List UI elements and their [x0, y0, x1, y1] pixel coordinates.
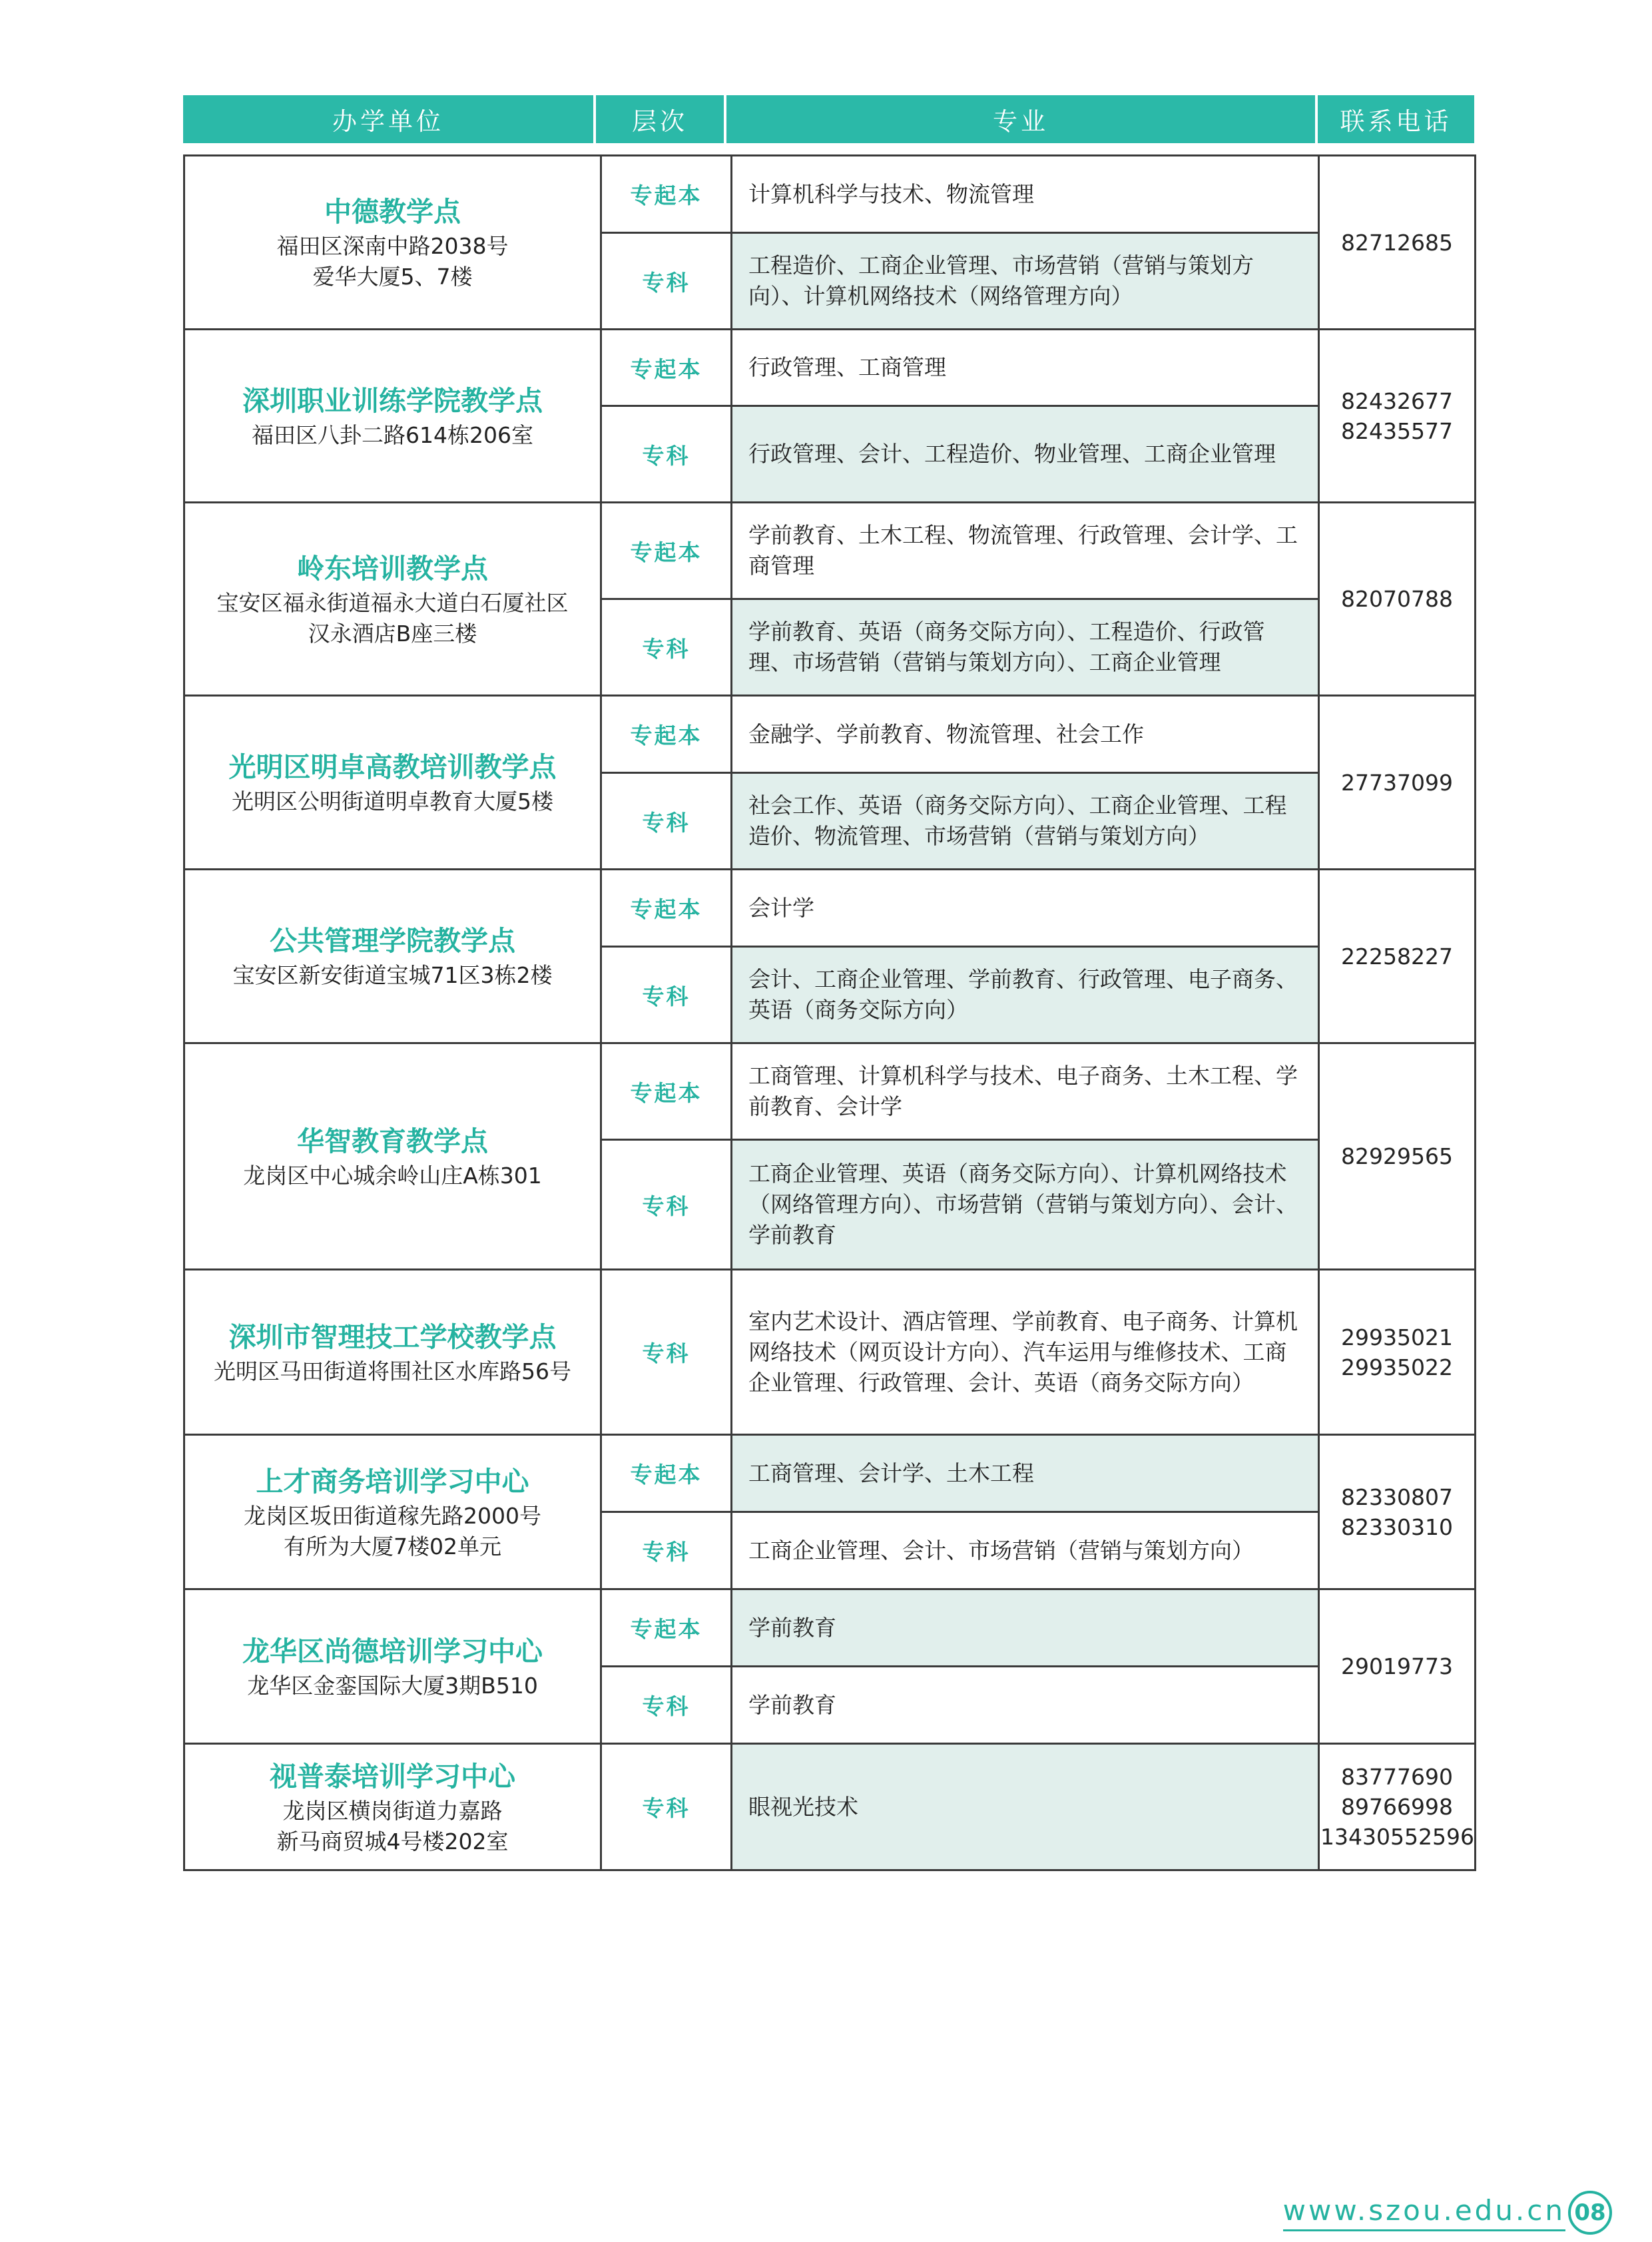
unit-address: 光明区马田街道将围社区水库路56号	[214, 1358, 571, 1384]
major-cell: 工程造价、工商企业管理、市场营销（营销与策划方向）、计算机网络技术（网络管理方向）	[732, 233, 1319, 330]
phone-cell	[1319, 1744, 1476, 1870]
phone-number: 29935021	[1341, 1324, 1453, 1350]
major-cell: 学前教育、英语（商务交际方向）、工程造价、行政管理、市场营销（营销与策划方向）、工商企业管理	[732, 599, 1319, 696]
level-cell: 专起本	[601, 1043, 732, 1140]
level-cell: 专起本	[601, 330, 732, 406]
level-cell: 专科	[601, 773, 732, 870]
phone-cell	[1319, 1270, 1476, 1435]
phone-number: 82435577	[1341, 418, 1453, 444]
unit-name: 光明区明卓高教培训教学点	[228, 751, 557, 783]
table-row	[184, 870, 1476, 947]
unit-cell	[184, 1435, 601, 1589]
phone-number: 82330807	[1341, 1484, 1453, 1510]
level-cell: 专起本	[601, 503, 732, 599]
major-cell: 眼视光技术	[732, 1744, 1319, 1870]
phone-number: 13430552596	[1320, 1824, 1474, 1850]
major-cell: 工商管理、计算机科学与技术、电子商务、土木工程、学前教育、会计学	[732, 1043, 1319, 1140]
level-cell: 专起本	[601, 1435, 732, 1512]
phone-cell	[1319, 503, 1476, 696]
level-cell: 专科	[601, 1744, 732, 1870]
table-row	[184, 1435, 1476, 1512]
table-row	[184, 1043, 1476, 1140]
unit-cell	[184, 503, 601, 696]
level-cell: 专起本	[601, 1589, 732, 1667]
unit-name: 视普泰培训学习中心	[270, 1760, 515, 1793]
unit-address: 爱华大厦5、7楼	[312, 264, 473, 290]
major-cell: 行政管理、工商管理	[732, 330, 1319, 406]
phone-number: 82712685	[1341, 229, 1453, 256]
major-cell: 学前教育	[732, 1589, 1319, 1667]
website-url: www.szou.edu.cn	[1283, 2194, 1565, 2231]
level-cell: 专科	[601, 1270, 732, 1435]
header-unit: 办学单位	[183, 95, 596, 143]
unit-name: 龙华区尚德培训学习中心	[242, 1635, 543, 1667]
major-cell: 社会工作、英语（商务交际方向）、工商企业管理、工程造价、物流管理、市场营销（营销与策划方向）	[732, 773, 1319, 870]
unit-name: 中德教学点	[324, 196, 461, 228]
unit-cell	[184, 1589, 601, 1744]
unit-address: 汉永酒店B座三楼	[308, 620, 477, 647]
phone-number: 89766998	[1341, 1794, 1453, 1820]
header-level: 层次	[596, 95, 726, 143]
level-cell: 专科	[601, 1140, 732, 1270]
unit-address: 龙华区金銮国际大厦3期B510	[247, 1672, 538, 1699]
phone-cell	[1319, 1043, 1476, 1270]
unit-address: 宝安区福永街道福永大道白石厦社区	[216, 589, 569, 616]
unit-address: 宝安区新安街道宝城71区3栋2楼	[232, 962, 553, 988]
level-cell: 专科	[601, 233, 732, 330]
major-cell: 计算机科学与技术、物流管理	[732, 156, 1319, 233]
table-row	[184, 156, 1476, 233]
unit-name: 华智教育教学点	[297, 1125, 488, 1157]
level-cell: 专起本	[601, 870, 732, 947]
unit-cell	[184, 330, 601, 503]
unit-address: 新马商贸城4号楼202室	[276, 1828, 509, 1854]
level-cell: 专科	[601, 599, 732, 696]
page-footer	[1283, 2191, 1612, 2235]
header-major: 专业	[726, 95, 1318, 143]
phone-cell	[1319, 330, 1476, 503]
unit-address: 福田区八卦二路614栋206室	[252, 421, 533, 448]
unit-cell	[184, 1043, 601, 1270]
major-cell: 学前教育	[732, 1667, 1319, 1744]
major-cell: 工商企业管理、会计、市场营销（营销与策划方向）	[732, 1512, 1319, 1589]
table-row	[184, 696, 1476, 773]
phone-number: 82929565	[1341, 1143, 1453, 1169]
major-cell: 工商管理、会计学、土木工程	[732, 1435, 1319, 1512]
phone-number: 83777690	[1341, 1764, 1453, 1790]
phone-number: 29019773	[1341, 1653, 1453, 1679]
table-row	[184, 1744, 1476, 1870]
unit-cell	[184, 696, 601, 870]
level-cell: 专起本	[601, 156, 732, 233]
phone-number: 22258227	[1341, 943, 1453, 970]
unit-address: 龙岗区坂田街道稼先路2000号	[244, 1502, 541, 1529]
phone-number: 82432677	[1341, 388, 1453, 414]
unit-address: 龙岗区中心城余岭山庄A栋301	[243, 1162, 542, 1189]
major-cell: 行政管理、会计、工程造价、物业管理、工商企业管理	[732, 406, 1319, 503]
table-row	[184, 503, 1476, 599]
unit-name: 深圳市智理技工学校教学点	[228, 1320, 557, 1353]
major-cell: 会计学	[732, 870, 1319, 947]
unit-address: 光明区公明街道明卓教育大厦5楼	[232, 788, 553, 814]
major-cell: 会计、工商企业管理、学前教育、行政管理、电子商务、英语（商务交际方向）	[732, 947, 1319, 1043]
level-cell: 专科	[601, 406, 732, 503]
page-number: 08	[1568, 2191, 1612, 2235]
table-row	[184, 1589, 1476, 1667]
unit-address: 福田区深南中路2038号	[276, 233, 509, 259]
phone-cell	[1319, 1435, 1476, 1589]
unit-name: 岭东培训教学点	[297, 552, 488, 585]
major-cell: 学前教育、土木工程、物流管理、行政管理、会计学、工商管理	[732, 503, 1319, 599]
table-header	[183, 95, 1474, 143]
table-row	[184, 1270, 1476, 1435]
unit-name: 深圳职业训练学院教学点	[242, 384, 543, 417]
unit-name: 公共管理学院教学点	[270, 925, 515, 957]
phone-number: 29935022	[1341, 1354, 1453, 1380]
phone-number: 82330310	[1341, 1514, 1453, 1540]
level-cell: 专科	[601, 947, 732, 1043]
phone-cell	[1319, 1589, 1476, 1744]
level-cell: 专科	[601, 1667, 732, 1744]
unit-address: 龙岗区横岗街道力嘉路	[282, 1797, 503, 1824]
unit-cell	[184, 156, 601, 330]
major-cell: 室内艺术设计、酒店管理、学前教育、电子商务、计算机网络技术（网页设计方向）、汽车运用与维修技术、工商企业管理、行政管理、会计、英语（商务交际方向）	[732, 1270, 1319, 1435]
phone-number: 27737099	[1341, 769, 1453, 796]
unit-name: 上才商务培训学习中心	[256, 1465, 529, 1498]
major-cell: 金融学、学前教育、物流管理、社会工作	[732, 696, 1319, 773]
phone-cell	[1319, 870, 1476, 1043]
major-cell: 工商企业管理、英语（商务交际方向）、计算机网络技术（网络管理方向）、市场营销（营销与策划方向）、会计、学前教育	[732, 1140, 1319, 1270]
phone-cell	[1319, 696, 1476, 870]
phone-cell	[1319, 156, 1476, 330]
level-cell: 专起本	[601, 696, 732, 773]
table-row	[184, 330, 1476, 406]
phone-number: 82070788	[1341, 586, 1453, 612]
unit-cell	[184, 870, 601, 1043]
schools-table	[183, 154, 1476, 1871]
level-cell: 专科	[601, 1512, 732, 1589]
unit-cell	[184, 1744, 601, 1870]
unit-address: 有所为大厦7楼02单元	[284, 1533, 501, 1559]
unit-cell	[184, 1270, 601, 1435]
header-phone: 联系电话	[1318, 95, 1474, 143]
